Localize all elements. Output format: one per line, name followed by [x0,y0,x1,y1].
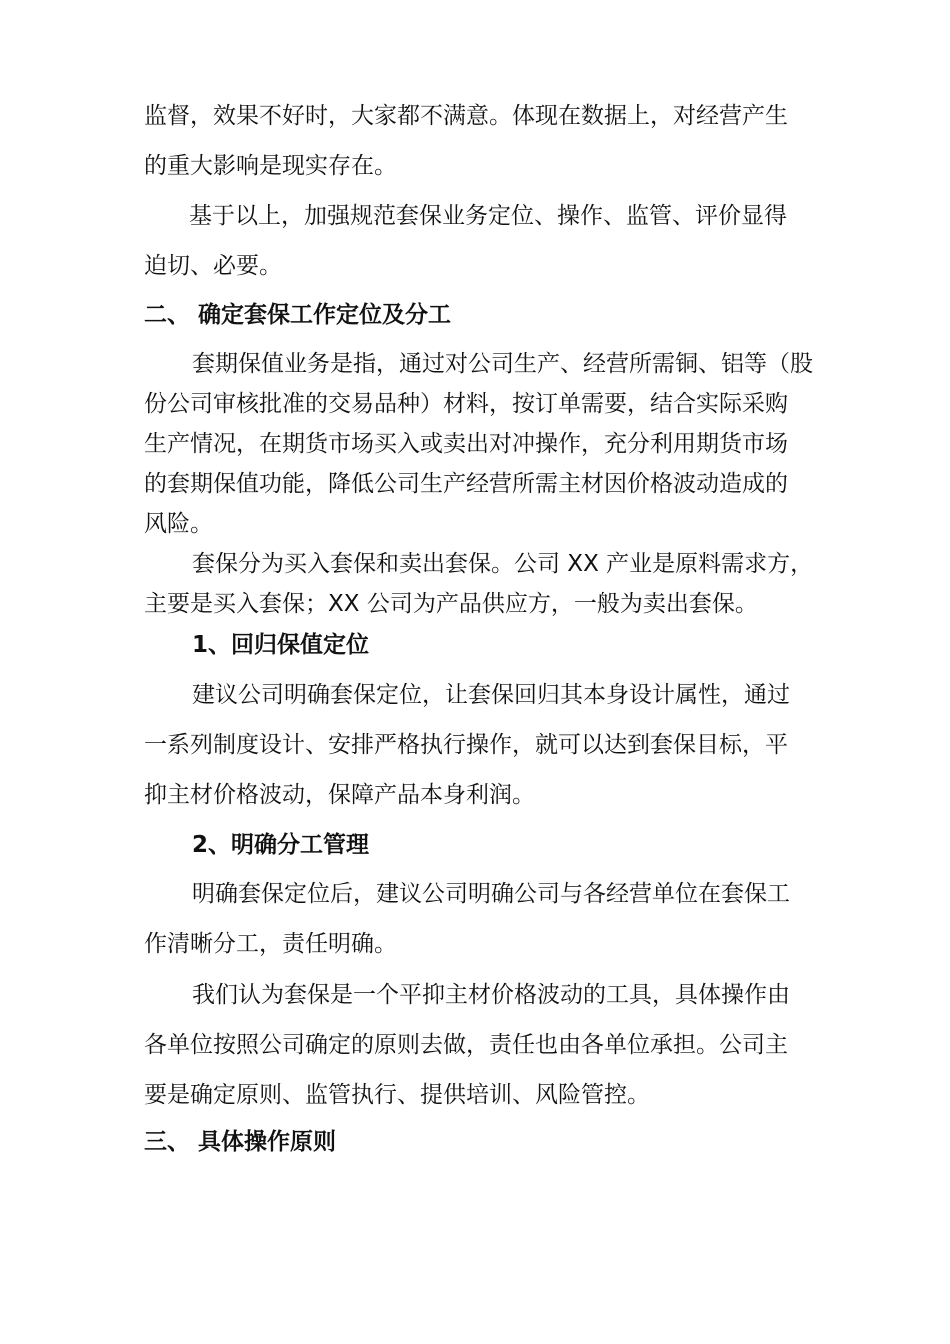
body-text-line: 迫切、必要。 [144,253,282,279]
body-text-line: 套保分为买入套保和卖出套保。公司 XX 产业是原料需求方， [192,551,814,577]
body-text-line: 的重大影响是现实存在。 [144,153,397,179]
body-text-line: 风险。 [144,511,213,537]
body-text-line: 基于以上，加强规范套保业务定位、操作、监管、评价显得 [189,203,787,229]
body-text-line: 主要是买入套保；XX 公司为产品供应方，一般为卖出套保。 [144,591,758,617]
body-text-line: 我们认为套保是一个平抑主材价格波动的工具，具体操作由 [192,982,790,1008]
body-text-line: 生产情况，在期货市场买入或卖出对冲操作，充分利用期货市场 [144,431,788,457]
body-text-line: 建议公司明确套保定位，让套保回归其本身设计属性，通过 [192,682,790,708]
body-text-line: 要是确定原则、监管执行、提供培训、风险管控。 [144,1082,650,1108]
body-text-line: 一系列制度设计、安排严格执行操作，就可以达到套保目标，平 [144,732,788,758]
body-text-line: 抑主材价格波动，保障产品本身利润。 [144,782,535,808]
subsection-heading: 1、回归保值定位 [192,632,370,658]
section-heading: 二、 确定套保工作定位及分工 [144,302,452,328]
body-text-line: 作清晰分工，责任明确。 [144,931,397,957]
body-text-line: 明确套保定位后，建议公司明确公司与各经营单位在套保工 [192,881,790,907]
body-text-line: 份公司审核批准的交易品种）材料，按订单需要，结合实际采购 [144,391,788,417]
body-text-line: 监督，效果不好时，大家都不满意。体现在数据上，对经营产生 [144,103,788,129]
body-text-line: 套期保值业务是指，通过对公司生产、经营所需铜、铝等（股 [192,351,813,377]
subsection-heading: 2、明确分工管理 [192,832,370,858]
body-text-line: 的套期保值功能，降低公司生产经营所需主材因价格波动造成的 [144,471,788,497]
body-text-line: 各单位按照公司确定的原则去做，责任也由各单位承担。公司主 [144,1032,788,1058]
section-heading: 三、 具体操作原则 [144,1129,337,1155]
